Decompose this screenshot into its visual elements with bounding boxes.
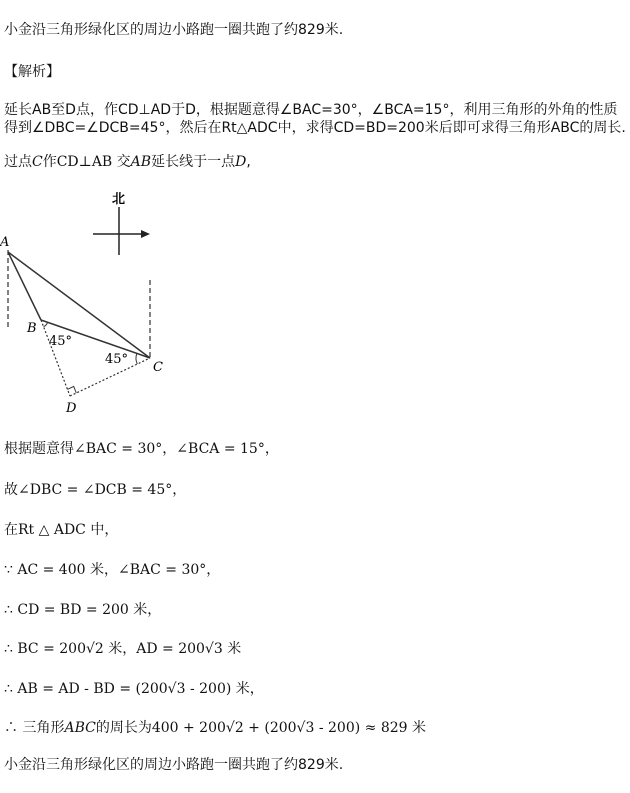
side-ac — [8, 252, 150, 358]
construction-text-4: , — [246, 154, 251, 170]
angle-b-label: 45° — [49, 334, 73, 349]
solution-line-4: ∵ AC = 400 米，∠BAC = 30°， — [4, 562, 221, 578]
angle-arc-b-icon — [44, 322, 48, 326]
side-ab — [8, 252, 41, 320]
solution-line-3: 在Rt △ ADC 中， — [4, 522, 119, 538]
perimeter-prefix: ∴ 三角形 — [4, 720, 65, 736]
solution-line-8 — [4, 719, 426, 737]
analysis-heading: 【解析】 — [4, 64, 60, 80]
vertex-c-label: C — [153, 360, 163, 375]
vertex-a-label: A — [0, 235, 10, 250]
vertex-d-label: D — [66, 401, 77, 416]
construction-text-3: 延长线于一点 — [151, 154, 236, 170]
compass-east-arrow-icon — [141, 230, 150, 238]
solution-line-2: 故∠DBC = ∠DCB = 45°， — [4, 482, 187, 498]
triangle-abc-label: ABC — [64, 720, 96, 736]
construction-text-2: 作CD⊥AB 交 — [42, 154, 131, 170]
construction-text-1: 过点 — [4, 154, 32, 170]
angle-c-label: 45° — [105, 352, 129, 367]
solution-line-1: 根据题意得∠BAC = 30°，∠BCA = 15°， — [4, 441, 279, 457]
perimeter-expression: 的周长为400 + 200√2 + (200√3 - 200) ≈ 829 米 — [95, 720, 426, 736]
intro-answer-line: 小金沿三角形绿化区的周边小路跑一圈共跑了约829米. — [4, 22, 344, 38]
segment-ab-label: AB — [130, 154, 152, 170]
angle-arc-c-icon — [136, 353, 137, 364]
extension-bd — [41, 320, 73, 396]
analysis-line-1: 延长AB至D点，作CD⊥AD于D，根据题意得∠BAC=30°，∠BCA=15°，利用三角形的外角的性质 — [4, 102, 618, 118]
solution-line-6: ∴ BC = 200√2 米，AD = 200√3 米 — [4, 641, 242, 657]
analysis-line-2: 得到∠DBC=∠DCB=45°，然后在Rt△ADC中，求得CD=BD=200米后即可求得三角形ABC的周长. — [4, 120, 626, 136]
point-c-label: C — [32, 154, 43, 170]
vertex-b-label: B — [27, 321, 37, 336]
solution-line-7: ∴ AB = AD - BD = (200√3 - 200) 米， — [4, 681, 264, 697]
point-d-label: D — [235, 154, 247, 170]
solution-line-5: ∴ CD = BD = 200 米， — [4, 602, 162, 618]
compass-north-label: 北 — [112, 192, 126, 207]
final-answer-line: 小金沿三角形绿化区的周边小路跑一圈共跑了约829米. — [4, 757, 344, 773]
